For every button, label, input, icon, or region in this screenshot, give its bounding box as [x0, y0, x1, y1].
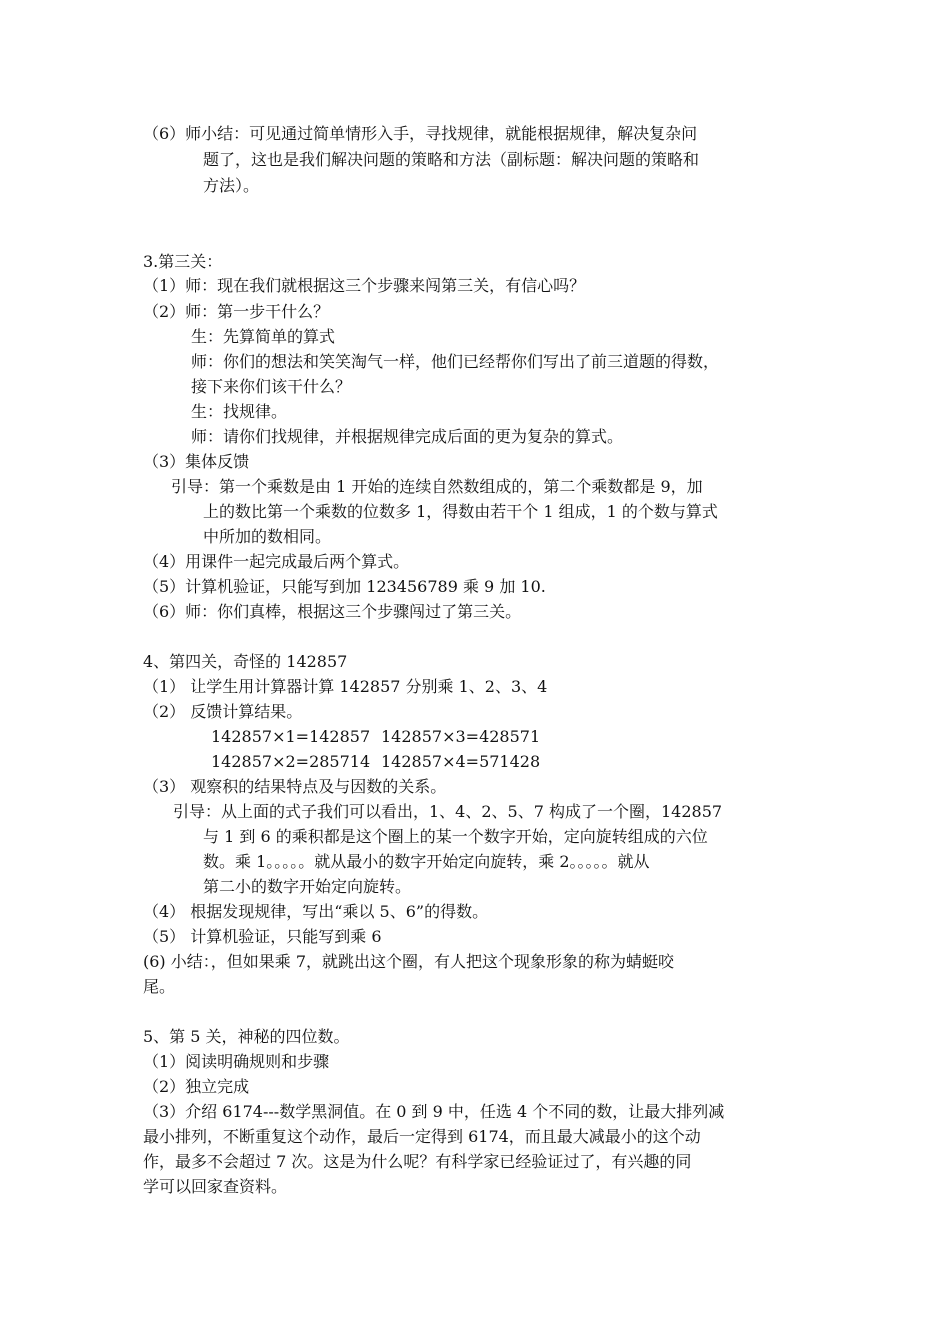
- text-line: 师：你们的想法和笑笑淘气一样，他们已经帮你们写出了前三道题的得数，: [191, 352, 720, 371]
- text-line: 师：请你们找规律，并根据规律完成后面的更为复杂的算式。: [191, 427, 624, 446]
- text-line: 学可以回家查资料。: [143, 1177, 288, 1196]
- text-line: 142857×2=285714: [211, 752, 371, 771]
- text-line: （4） 根据发现规律，写出“乘以 5、6”的得数。: [143, 902, 489, 921]
- text-line: 3.第三关：: [143, 252, 223, 271]
- text-line: 4、第四关，奇怪的 142857: [143, 652, 348, 671]
- text-line: 5、第 5 关，神秘的四位数。: [143, 1027, 350, 1046]
- text-line: 中所加的数相同。: [203, 527, 332, 546]
- text-line: （5）计算机验证，只能写到加 123456789 乘 9 加 10.: [143, 577, 546, 596]
- text-line: 尾。: [143, 977, 176, 996]
- text-line: （6）师小结：可见通过简单情形入手，寻找规律，就能根据规律，解决复杂问: [143, 124, 698, 143]
- text-line: （2） 反馈计算结果。: [143, 702, 303, 721]
- text-line: （3） 观察积的结果特点及与因数的关系。: [143, 777, 447, 796]
- text-line: （2）独立完成: [143, 1077, 250, 1096]
- text-line: 生：找规律。: [191, 402, 288, 421]
- text-line: 接下来你们该干什么？: [191, 377, 352, 396]
- text-line: （6）师：你们真棒，根据这三个步骤闯过了第三关。: [143, 602, 522, 621]
- text-line: 题了，这也是我们解决问题的策略和方法（副标题：解决问题的策略和: [203, 150, 700, 169]
- text-line: （2）师：第一步干什么？: [143, 302, 330, 321]
- text-line: （3）介绍 6174---数学黑洞值。在 0 到 9 中，任选 4 个不同的数，让最大排列减: [143, 1102, 725, 1121]
- text-line: （1）师：现在我们就根据这三个步骤来闯第三关，有信心吗？: [143, 276, 586, 295]
- text-line: （5） 计算机验证，只能写到乘 6: [143, 927, 382, 946]
- text-line: 142857×3=428571: [381, 727, 541, 746]
- text-line: （4）用课件一起完成最后两个算式。: [143, 552, 410, 571]
- text-line: 142857×4=571428: [381, 752, 541, 771]
- text-line: 上的数比第一个乘数的位数多 1，得数由若干个 1 组成，1 的个数与算式: [203, 502, 718, 521]
- text-line: (6) 小结：，但如果乘 7，就跳出这个圈，有人把这个现象形象的称为蜻蜓咬: [143, 952, 675, 971]
- text-line: （1）阅读明确规则和步骤: [143, 1052, 330, 1071]
- text-line: 第二小的数字开始定向旋转。: [203, 877, 412, 896]
- text-line: 与 1 到 6 的乘积都是这个圈上的某一个数字开始，定向旋转组成的六位: [203, 827, 708, 846]
- text-line: 方法）。: [203, 176, 260, 195]
- text-line: 数。乘 1。。。。。就从最小的数字开始定向旋转，乘 2。。。。。就从: [203, 852, 650, 871]
- text-line: 作，最多不会超过 7 次。这是为什么呢？有科学家已经验证过了，有兴趣的同: [143, 1152, 692, 1171]
- text-line: 最小排列，不断重复这个动作，最后一定得到 6174，而且最大减最小的这个动: [143, 1127, 701, 1146]
- text-line: （1） 让学生用计算器计算 142857 分别乘 1、2、3、4: [143, 677, 548, 696]
- text-line: 142857×1=142857: [211, 727, 371, 746]
- text-line: 引导：从上面的式子我们可以看出，1、4、2、5、7 构成了一个圈，142857: [173, 802, 723, 821]
- text-line: （3）集体反馈: [143, 452, 250, 471]
- text-line: 引导：第一个乘数是由 1 开始的连续自然数组成的，第二个乘数都是 9，加: [171, 477, 703, 496]
- text-line: 生：先算简单的算式: [191, 327, 336, 346]
